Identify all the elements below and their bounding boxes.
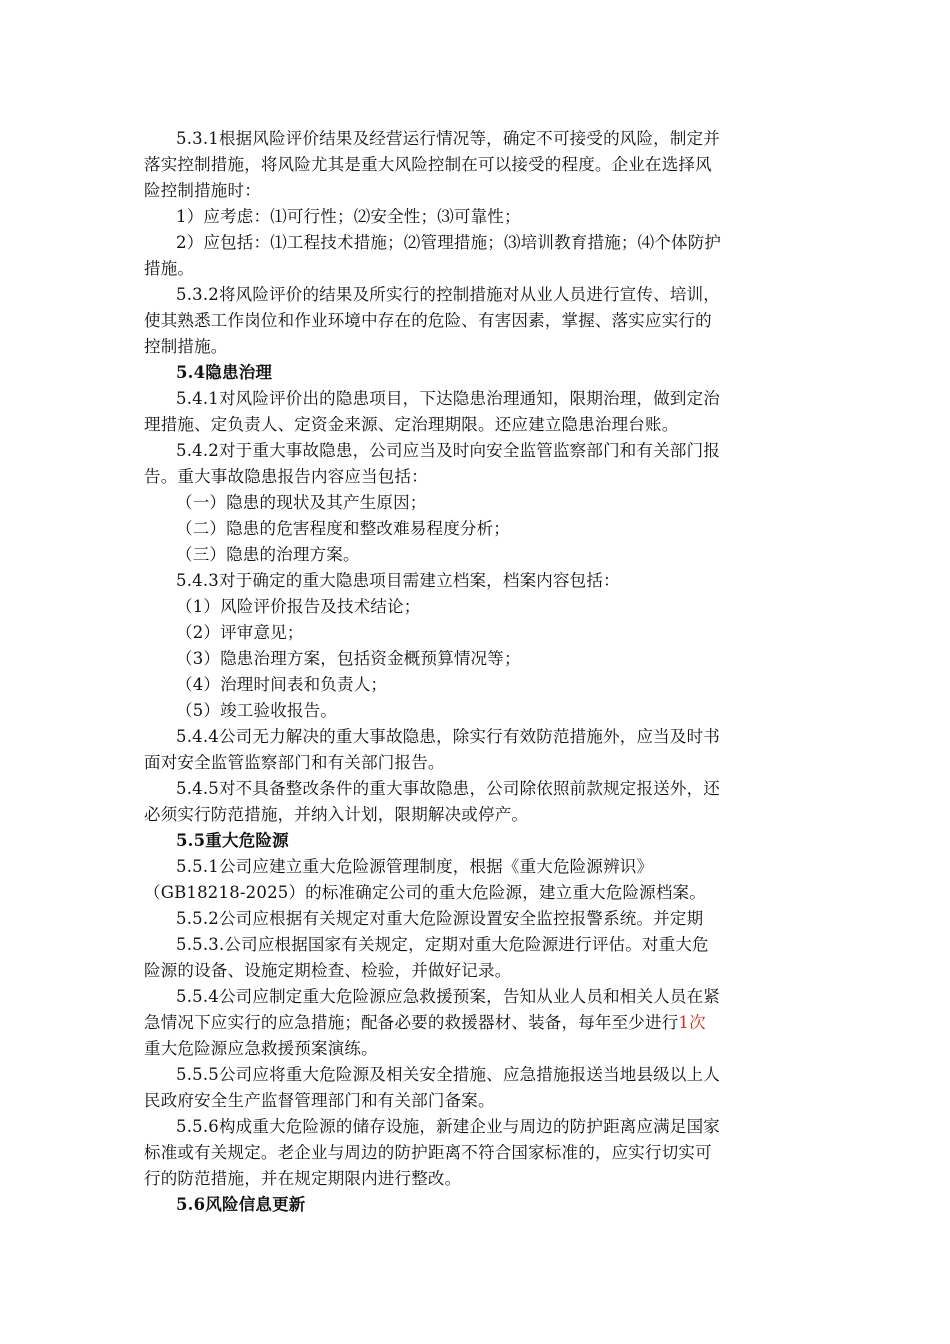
list-item: （三）隐患的治理方案。 bbox=[176, 545, 360, 564]
para-5-4-5: 5.4.5对不具备整改条件的重大事故隐患，公司除依照前款规定报送外，还 bbox=[176, 779, 720, 798]
para-5-5-5-cont: 民政府安全生产监督管理部门和有关部门备案。 bbox=[144, 1091, 495, 1110]
para-5-3-2-cont: 控制措施。 bbox=[144, 337, 228, 356]
heading-5-5: 5.5重大危险源 bbox=[176, 831, 289, 850]
para-5-3-2: 5.3.2将风险评价的结果及所实行的控制措施对从业人员进行宣传、培训， bbox=[176, 285, 720, 304]
para-5-5-4-cont: 重大危险源应急救援预案演练。 bbox=[144, 1039, 378, 1058]
list-item: （2）评审意见； bbox=[176, 623, 304, 642]
para-5-4-2-cont: 告。重大事故隐患报告内容应当包括： bbox=[144, 467, 428, 486]
list-item-cont: 措施。 bbox=[144, 259, 195, 278]
highlighted-count: 1次 bbox=[678, 1013, 706, 1032]
para-5-4-5-cont: 必须实行防范措施，并纳入计划，限期解决或停产。 bbox=[144, 805, 529, 824]
para-5-5-3-cont: 险源的设备、设施定期检查、检验，并做好记录。 bbox=[144, 961, 512, 980]
para-5-5-6-cont: 标准或有关规定。老企业与周边的防护距离不符合国家标准的，应实行切实可 bbox=[144, 1143, 712, 1162]
para-5-3-1-cont: 落实控制措施，将风险尤其是重大风险控制在可以接受的程度。企业在选择风 bbox=[144, 155, 712, 174]
para-5-5-2: 5.5.2公司应根据有关规定对重大危险源设置安全监控报警系统。并定期 bbox=[176, 909, 704, 928]
list-item: （1）风险评价报告及技术结论； bbox=[176, 597, 421, 616]
heading-5-6: 5.6风险信息更新 bbox=[176, 1195, 306, 1214]
para-5-3-1: 5.3.1根据风险评价结果及经营运行情况等，确定不可接受的风险，制定并 bbox=[176, 129, 720, 148]
list-item: （3）隐患治理方案，包括资金概预算情况等； bbox=[176, 649, 521, 668]
para-5-5-4-text: 急情况下应实行的应急措施；配备必要的救援器材、装备，每年至少进行 bbox=[144, 1013, 679, 1032]
para-5-3-2-cont: 使其熟悉工作岗位和作业环境中存在的危险、有害因素，掌握、落实应实行的 bbox=[144, 311, 712, 330]
para-5-5-1-cont: （GB18218-2025）的标准确定公司的重大危险源，建立重大危险源档案。 bbox=[144, 883, 706, 902]
list-item: （4）治理时间表和负责人； bbox=[176, 675, 388, 694]
para-5-4-2: 5.4.2对于重大事故隐患，公司应当及时向安全监管监察部门和有关部门报 bbox=[176, 441, 720, 460]
list-item: （一）隐患的现状及其产生原因； bbox=[176, 493, 427, 512]
list-item: 1）应考虑：⑴可行性；⑵安全性；⑶可靠性； bbox=[176, 207, 521, 226]
para-5-4-4: 5.4.4公司无力解决的重大事故隐患，除实行有效防范措施外，应当及时书 bbox=[176, 727, 720, 746]
para-5-4-1: 5.4.1对风险评价出的隐患项目，下达隐患治理通知，限期治理，做到定治 bbox=[176, 389, 720, 408]
list-item: （二）隐患的危害程度和整改难易程度分析； bbox=[176, 519, 510, 538]
para-5-5-3: 5.5.3.公司应根据国家有关规定，定期对重大危险源进行评估。对重大危 bbox=[176, 935, 709, 954]
para-5-4-1-cont: 理措施、定负责人、定资金来源、定治理期限。还应建立隐患治理台账。 bbox=[144, 415, 679, 434]
list-item: 2）应包括：⑴工程技术措施；⑵管理措施；⑶培训教育措施；⑷个体防护 bbox=[176, 233, 722, 252]
para-5-5-1: 5.5.1公司应建立重大危险源管理制度，根据《重大危险源辨识》 bbox=[176, 857, 654, 876]
para-5-5-4: 5.5.4公司应制定重大危险源应急救援预案，告知从业人员和相关人员在紧 bbox=[176, 987, 720, 1006]
heading-5-4: 5.4隐患治理 bbox=[176, 363, 273, 382]
para-5-3-1-cont: 险控制措施时： bbox=[144, 181, 261, 200]
list-item: （5）竣工验收报告。 bbox=[176, 701, 337, 720]
para-5-4-4-cont: 面对安全监管监察部门和有关部门报告。 bbox=[144, 753, 445, 772]
para-5-5-5: 5.5.5公司应将重大危险源及相关安全措施、应急措施报送当地县级以上人 bbox=[176, 1065, 720, 1084]
para-5-5-6: 5.5.6构成重大危险源的储存设施，新建企业与周边的防护距离应满足国家 bbox=[176, 1117, 720, 1136]
para-5-5-4-cont bbox=[144, 1010, 810, 1036]
para-5-5-6-cont: 行的防范措施，并在规定期限内进行整改。 bbox=[144, 1169, 462, 1188]
para-5-4-3: 5.4.3对于确定的重大隐患项目需建立档案，档案内容包括： bbox=[176, 571, 620, 590]
